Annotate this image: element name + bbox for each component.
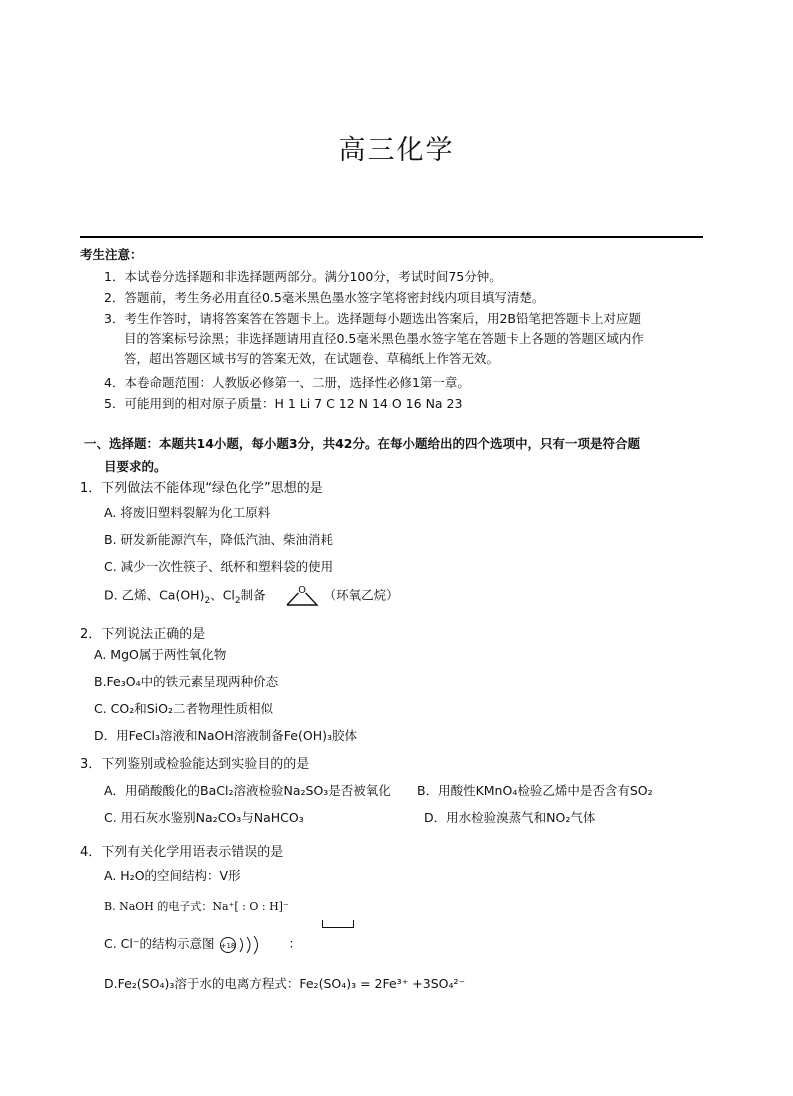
q3-option-b: B．用酸性KMnO₄检验乙烯中是否含有SO₂ <box>417 783 653 798</box>
q3-option-d: D．用水检验溴蒸气和NO₂气体 <box>424 810 596 825</box>
q3-option-c: C. 用石灰水鉴别Na₂CO₃与NaHCO₃ <box>104 810 304 825</box>
q1-d-suffix: （环氧乙烷） <box>323 587 399 603</box>
q1-d-sub2: 2 <box>234 596 241 606</box>
q4-c-colon: ： <box>288 936 301 951</box>
q4-option-a: A. H₂O的空间结构：V形 <box>104 868 241 883</box>
title-divider <box>80 236 703 238</box>
q2-option-a: A. MgO属于两性氧化物 <box>94 647 227 662</box>
section-heading-cont: 目要求的。 <box>104 459 167 474</box>
q1-stem: 1．下列做法不能体现“绿色化学”思想的是 <box>80 481 323 496</box>
svg-text:O: O <box>297 585 306 596</box>
notice-item-3-cont2: 答，超出答题区域书写的答案无效，在试题卷、草稿纸上作答无效。 <box>124 351 500 366</box>
q4-b-prefix: B. NaOH 的电子式： <box>104 900 213 913</box>
q1-d-sub: 2 <box>204 596 211 606</box>
epoxyethane-structure-icon <box>284 584 320 608</box>
notice-item-5: 5．可能用到的相对原子质量：H 1 Li 7 C 12 N 14 O 16 Na 23 <box>104 396 463 411</box>
q1-option-a: A. 将废旧塑料裂解为化工原料 <box>104 505 271 520</box>
q2-option-b: B.Fe₃O₄中的铁元素呈现两种价态 <box>94 674 279 689</box>
q4-stem: 4．下列有关化学用语表示错误的是 <box>80 845 284 860</box>
q3-option-a: A．用硝酸酸化的BaCl₂溶液检验Na₂SO₃是否被氧化 <box>104 783 391 798</box>
notice-item-2: 2．答题前，考生务必用直径0.5毫米黑色墨水签字笔将密封线内项目填写清楚。 <box>104 290 545 305</box>
notice-item-1: 1．本试卷分选择题和非选择题两部分。满分100分，考试时间75分钟。 <box>104 269 502 284</box>
q4-option-c <box>104 934 301 955</box>
q4-c-prefix: C. Cl⁻的结构示意图 <box>104 936 215 951</box>
q1-d-prefix: D. 乙烯、Ca(OH) <box>104 587 205 603</box>
q1-d-mid: 、Cl <box>210 587 235 603</box>
chloride-nucleus-label: +18 <box>221 941 236 950</box>
q1-option-b: B. 研发新能源汽车，降低汽油、柴油消耗 <box>104 532 334 547</box>
q1-option-d <box>104 584 399 608</box>
q3-stem: 3．下列鉴别或检验能达到实验目的的是 <box>80 757 310 772</box>
q1-d-after: 制备 <box>240 587 266 603</box>
q2-stem: 2．下列说法正确的是 <box>80 627 206 642</box>
notice-item-3: 3．考生作答时，请将答案答在答题卡上。选择题每小题选出答案后，用2B铅笔把答题卡上对应题 <box>104 311 641 326</box>
notice-item-4: 4．本卷命题范围：人教版必修第一、二册，选择性必修1第一章。 <box>104 375 470 390</box>
q4-option-d: D.Fe₂(SO₄)₃溶于水的电离方程式：Fe₂(SO₄)₃ = 2Fe³⁺ +3SO₄²⁻ <box>104 976 466 991</box>
notice-item-3-cont: 目的答案标号涂黑；非选择题请用直径0.5毫米黑色墨水签字笔在答题卡上各题的答题区域内作 <box>124 331 644 346</box>
underline-mark <box>322 920 354 928</box>
chloride-ion-structure-icon <box>218 935 270 955</box>
naoh-electron-formula: Na⁺[ : O : H]⁻ <box>212 900 289 913</box>
q2-option-c: C. CO₂和SiO₂二者物理性质相似 <box>94 701 274 716</box>
section-heading: 一、选择题：本题共14小题，每小题3分，共42分。在每小题给出的四个选项中，只有一项是符合题 <box>84 436 640 451</box>
q2-option-d: D．用FeCl₃溶液和NaOH溶液制备Fe(OH)₃胶体 <box>94 728 357 743</box>
page-title: 高三化学 <box>338 135 455 166</box>
notice-heading: 考生注意： <box>80 247 143 262</box>
q1-option-c: C. 减少一次性筷子、纸杯和塑料袋的使用 <box>104 559 334 574</box>
q4-option-b <box>104 898 289 914</box>
